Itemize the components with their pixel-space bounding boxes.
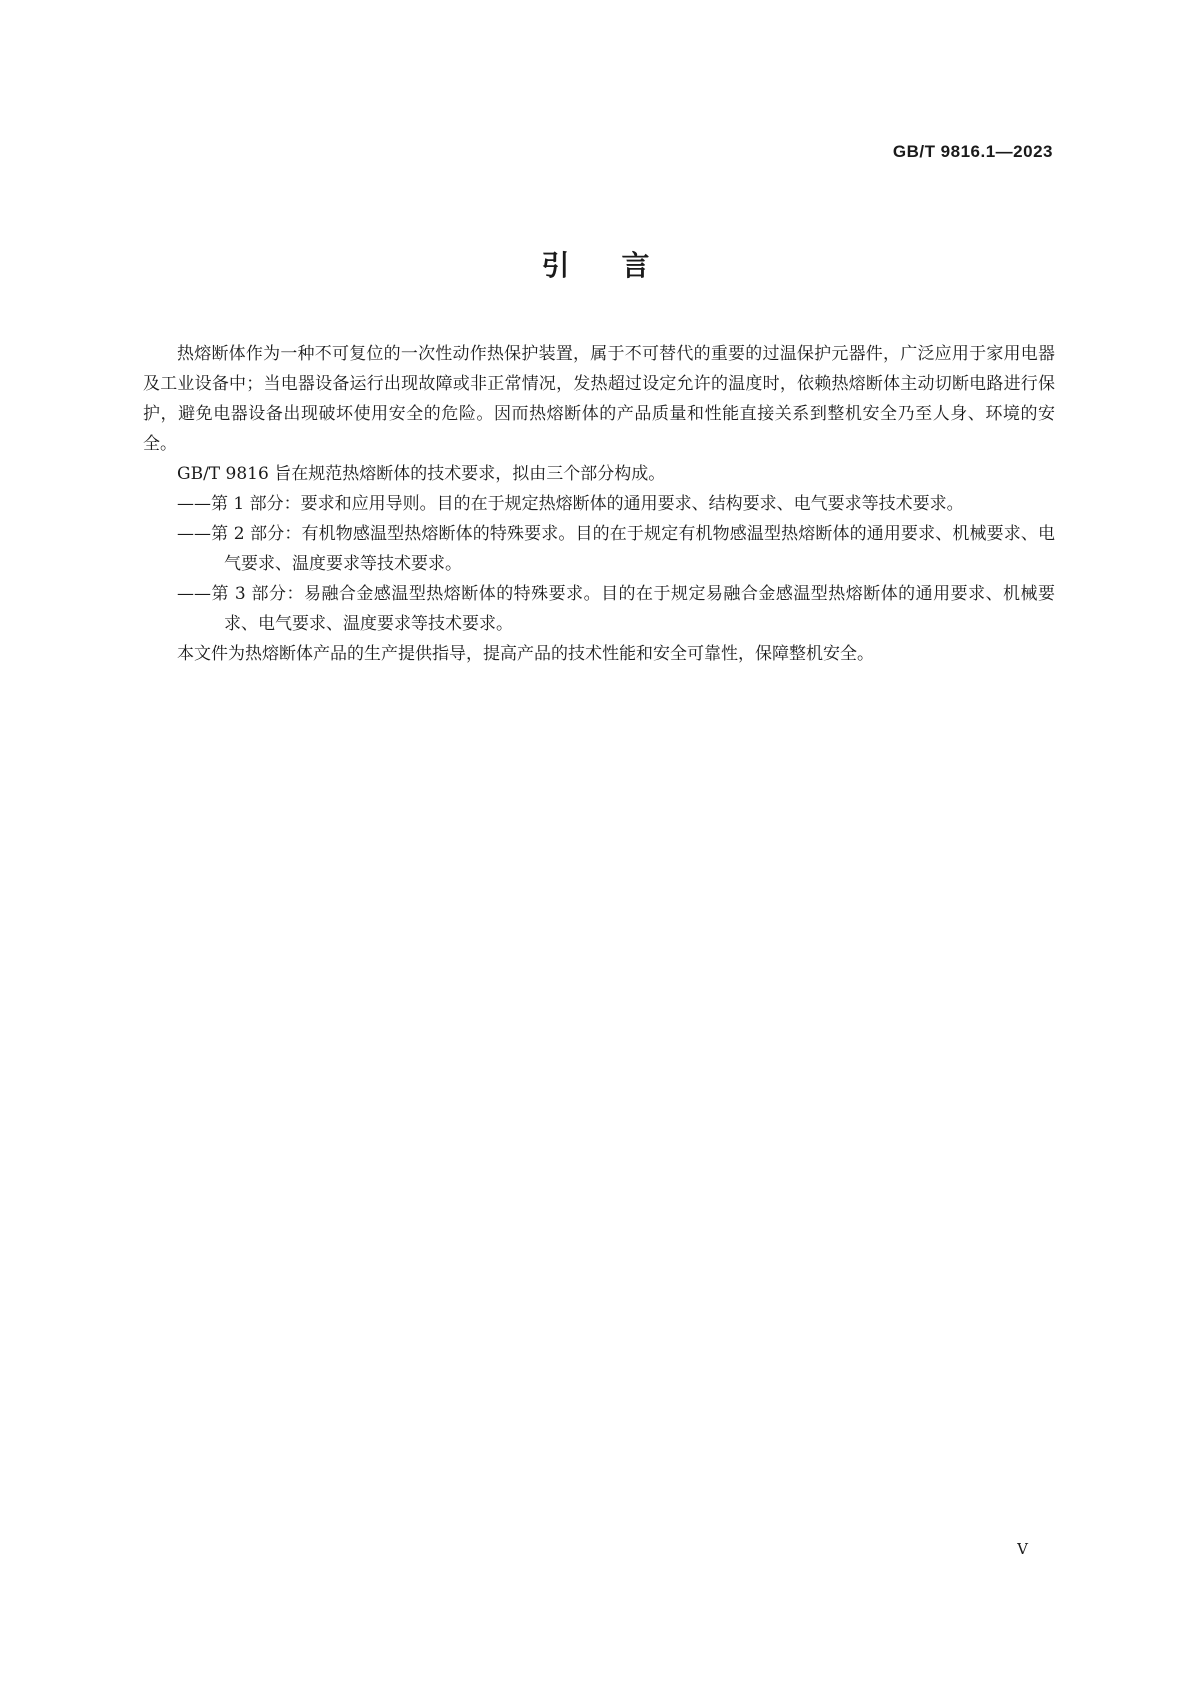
part-1-item: ——第 1 部分：要求和应用导则。目的在于规定热熔断体的通用要求、结构要求、电气要求等技术要求。: [177, 494, 964, 514]
document-id: GB/T 9816.1—2023: [892, 142, 1053, 161]
body-text: [143, 339, 1055, 669]
part-2-item: ——第 2 部分：有机物感温型热熔断体的特殊要求。目的在于规定有机物感温型热熔断体的通用要求、机械要求、电气要求、温度要求等技术要求。: [177, 524, 1055, 574]
intro-paragraph: 热熔断体作为一种不可复位的一次性动作热保护装置，属于不可替代的重要的过温保护元器件，广泛应用于家用电器及工业设备中；当电器设备运行出现故障或非正常情况，发热超过设定允许的温度时，依赖热熔断体主动切断电路进行保护，避免电器设备出现破坏使用安全的危险。因而热熔断体的产品质量和性能直接关系到整机安全乃至人身、环境的安全。: [143, 344, 1055, 454]
closing-paragraph: 本文件为热熔断体产品的生产提供指导，提高产品的技术性能和安全可靠性，保障整机安全。: [177, 644, 874, 664]
page-number: V: [1017, 1540, 1028, 1558]
structure-paragraph: GB/T 9816 旨在规范热熔断体的技术要求，拟由三个部分构成。: [177, 464, 666, 484]
page-title: 引言: [541, 249, 702, 282]
part-3-item: ——第 3 部分：易融合金感温型热熔断体的特殊要求。目的在于规定易融合金感温型热熔断体的通用要求、机械要求、电气要求、温度要求等技术要求。: [177, 584, 1055, 634]
